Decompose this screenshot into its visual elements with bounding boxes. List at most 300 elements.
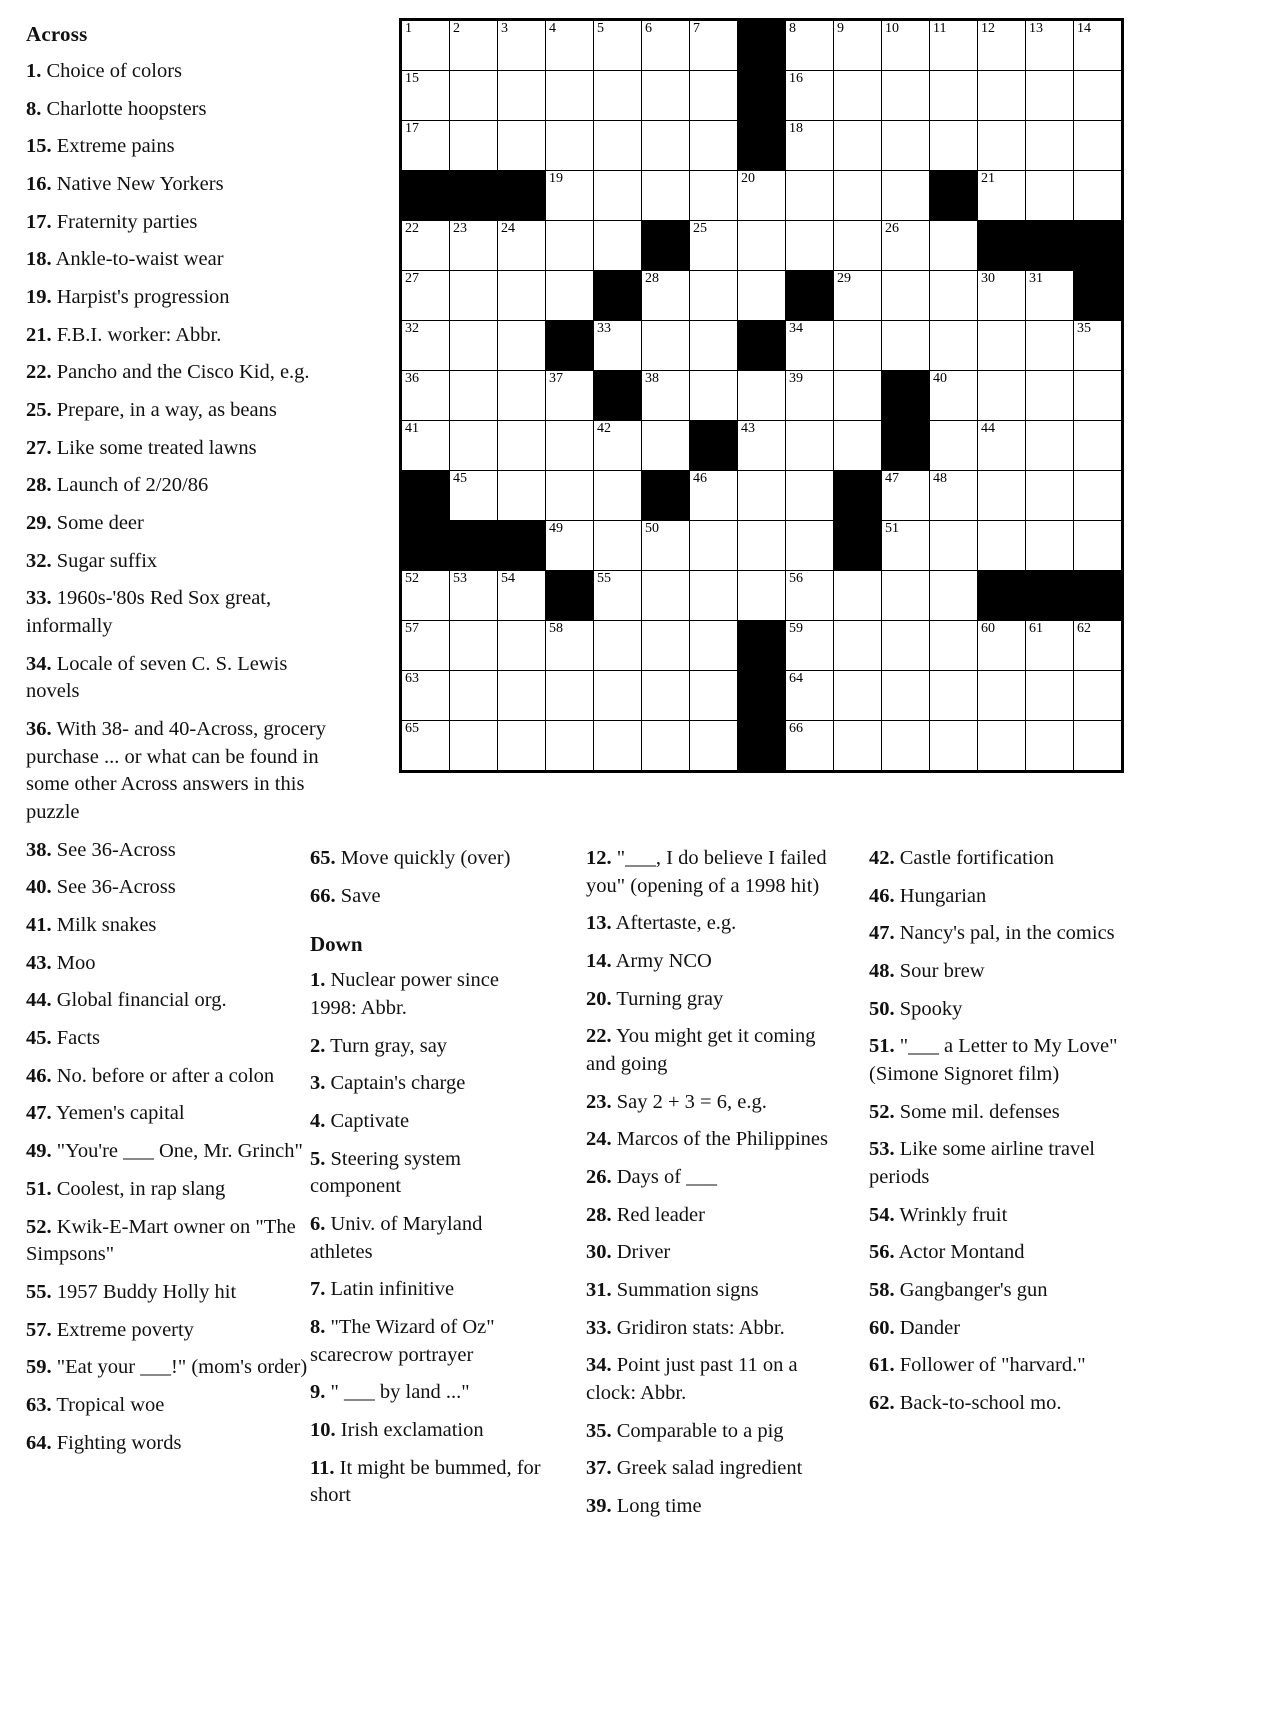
grid-cell[interactable] [642,371,690,421]
grid-cell[interactable] [498,421,546,471]
grid-cell[interactable] [450,321,498,371]
clue-item [310,967,545,1022]
grid-cell[interactable] [690,221,738,271]
grid-cell[interactable] [834,171,882,221]
grid-row [401,371,1123,421]
across-heading: Across [26,22,88,46]
grid-cell[interactable] [401,421,450,471]
grid-cell[interactable] [498,20,546,71]
clue-number: 18. [26,248,52,271]
grid-cell-number: 25 [693,221,707,236]
grid-cell-number: 11 [933,21,947,36]
grid-cell[interactable] [930,371,978,421]
grid-cell[interactable] [1026,621,1074,671]
grid-cell[interactable] [594,20,642,71]
grid-cell-number: 39 [789,371,803,386]
clue-number: 50. [869,997,895,1020]
clue-text: Moo [51,951,96,974]
grid-cell-number: 34 [789,321,803,336]
grid-cell[interactable] [978,471,1026,521]
grid-cell[interactable] [546,271,594,321]
grid-cell[interactable] [1074,471,1123,521]
clue-number: 27. [26,436,52,459]
grid-cell[interactable] [1074,421,1123,471]
clue-number: 47. [869,922,895,945]
grid-cell[interactable] [1074,671,1123,721]
grid-cell[interactable] [930,20,978,71]
grid-cell[interactable] [834,721,882,772]
grid-cell[interactable] [882,171,930,221]
grid-cell[interactable] [498,271,546,321]
grid-cell[interactable] [1074,371,1123,421]
clue-text: Harpist's progression [51,286,230,309]
grid-cell[interactable] [882,20,930,71]
grid-cell[interactable] [1074,721,1123,772]
grid-cell[interactable] [450,721,498,772]
grid-cell[interactable] [690,471,738,521]
grid-cell[interactable] [930,421,978,471]
grid-cell[interactable] [546,221,594,271]
grid-cell[interactable] [498,571,546,621]
grid-cell[interactable] [642,321,690,371]
down-clue-list-1 [310,967,545,1510]
clue-number: 30. [586,1241,612,1264]
grid-cell-block [401,471,450,521]
grid-cell[interactable] [786,20,834,71]
grid-cell[interactable] [882,621,930,671]
clue-text: Turn gray, say [325,1034,448,1057]
grid-cell-block [738,621,786,671]
grid-cell[interactable] [738,221,786,271]
grid-cell[interactable] [930,71,978,121]
grid-cell[interactable] [450,571,498,621]
clue-number: 34. [26,652,52,675]
grid-cell[interactable] [642,421,690,471]
clue-item [310,1033,545,1061]
grid-cell[interactable] [546,671,594,721]
grid-cell[interactable] [690,371,738,421]
grid-cell[interactable] [1026,171,1074,221]
clue-item [26,133,326,161]
grid-cell[interactable] [401,121,450,171]
grid-cell[interactable] [978,521,1026,571]
clue-text: Global financial org. [51,989,227,1012]
grid-cell[interactable] [834,371,882,421]
clue-number: 40. [26,876,52,899]
grid-cell[interactable] [786,71,834,121]
grid-cell[interactable] [834,621,882,671]
clue-text: Latin infinitive [325,1278,455,1301]
clue-number: 24. [586,1128,612,1151]
grid-cell-number: 18 [789,121,803,136]
grid-cell[interactable] [1074,171,1123,221]
grid-cell[interactable] [594,321,642,371]
grid-cell[interactable] [498,321,546,371]
clue-text: Prepare, in a way, as beans [51,399,277,422]
grid-row [401,20,1123,71]
grid-cell[interactable] [738,271,786,321]
grid-cell-number: 17 [405,121,419,136]
grid-cell-number: 37 [549,371,563,386]
clue-number: 48. [869,960,895,983]
grid-cell[interactable] [642,71,690,121]
grid-cell[interactable] [978,721,1026,772]
grid-cell[interactable] [642,721,690,772]
grid-cell[interactable] [930,671,978,721]
grid-cell-number: 58 [549,621,563,636]
grid-cell[interactable] [786,171,834,221]
grid-cell[interactable] [930,571,978,621]
grid-cell-block [1026,221,1074,271]
clue-text: Hungarian [894,884,987,907]
grid-cell[interactable] [450,20,498,71]
grid-cell[interactable] [594,571,642,621]
clue-number: 19. [26,286,52,309]
grid-cell[interactable] [450,421,498,471]
grid-cell[interactable] [690,321,738,371]
grid-cell[interactable] [498,671,546,721]
grid-cell[interactable] [546,171,594,221]
clue-text: Coolest, in rap slang [51,1177,226,1200]
grid-cell-number: 12 [981,21,995,36]
clue-item [586,1493,832,1521]
grid-cell[interactable] [738,521,786,571]
grid-cell[interactable] [930,721,978,772]
grid-cell[interactable] [930,121,978,171]
grid-cell[interactable] [642,20,690,71]
clue-text: Captivate [325,1110,410,1133]
grid-row [401,671,1123,721]
clue-item [869,1202,1127,1230]
grid-cell[interactable] [834,571,882,621]
grid-cell[interactable] [738,171,786,221]
grid-cell[interactable] [450,621,498,671]
grid-cell[interactable] [546,71,594,121]
clue-item [586,1352,832,1407]
grid-cell[interactable] [642,121,690,171]
grid-cell[interactable] [882,571,930,621]
clue-item [26,435,326,463]
grid-cell[interactable] [498,471,546,521]
clue-text: Comparable to a pig [611,1419,784,1442]
grid-cell[interactable] [546,421,594,471]
grid-cell[interactable] [978,421,1026,471]
grid-cell[interactable] [978,271,1026,321]
grid-cell[interactable] [546,471,594,521]
grid-cell[interactable] [738,371,786,421]
clue-text: Army NCO [611,950,712,973]
grid-cell[interactable] [498,121,546,171]
grid-cell-number: 22 [405,221,419,236]
grid-cell[interactable] [1026,71,1074,121]
grid-cell[interactable] [594,521,642,571]
clue-text: Greek salad ingredient [611,1457,803,1480]
grid-cell-number: 2 [453,21,460,36]
down-clue-column-1 [310,845,545,1520]
grid-cell[interactable] [978,371,1026,421]
clue-number: 66. [310,884,336,907]
grid-cell[interactable] [1074,71,1123,121]
clue-item [586,1126,832,1154]
grid-cell-number: 63 [405,671,419,686]
grid-cell[interactable] [690,20,738,71]
grid-cell[interactable] [401,20,450,71]
grid-cell[interactable] [450,121,498,171]
grid-cell[interactable] [882,221,930,271]
grid-cell[interactable] [834,271,882,321]
grid-cell[interactable] [594,71,642,121]
clue-item [310,1314,545,1369]
down-clue-column-3 [869,845,1127,1428]
clue-number: 11. [310,1456,335,1479]
grid-cell[interactable] [882,71,930,121]
grid-cell-number: 64 [789,671,803,686]
grid-cell[interactable] [786,121,834,171]
clue-number: 55. [26,1280,52,1303]
grid-cell[interactable] [642,521,690,571]
grid-cell[interactable] [1074,121,1123,171]
grid-cell-number: 47 [885,471,899,486]
grid-cell[interactable] [1026,321,1074,371]
grid-cell[interactable] [1026,671,1074,721]
grid-cell[interactable] [786,421,834,471]
grid-cell[interactable] [450,221,498,271]
grid-cell-block [401,521,450,571]
grid-cell[interactable] [450,271,498,321]
grid-cell[interactable] [1026,121,1074,171]
clue-number: 38. [26,838,52,861]
clue-number: 62. [869,1392,895,1415]
grid-cell[interactable] [498,221,546,271]
grid-cell[interactable] [594,221,642,271]
grid-cell[interactable] [1026,721,1074,772]
grid-cell[interactable] [546,521,594,571]
grid-cell[interactable] [401,271,450,321]
grid-cell[interactable] [594,121,642,171]
grid-cell[interactable] [690,71,738,121]
clue-number: 37. [586,1457,612,1480]
grid-cell-block [1074,271,1123,321]
crossword-grid[interactable] [399,18,1124,773]
grid-cell[interactable] [642,171,690,221]
grid-cell[interactable] [546,121,594,171]
grid-cell[interactable] [642,571,690,621]
grid-cell[interactable] [546,621,594,671]
grid-cell[interactable] [690,171,738,221]
grid-cell-block [834,521,882,571]
grid-cell[interactable] [882,721,930,772]
grid-cell[interactable] [401,671,450,721]
grid-cell[interactable] [690,621,738,671]
grid-cell[interactable] [786,671,834,721]
grid-cell[interactable] [786,521,834,571]
grid-cell[interactable] [594,421,642,471]
clue-text: Irish exclamation [335,1419,484,1442]
grid-cell[interactable] [498,371,546,421]
grid-cell-number: 31 [1029,271,1043,286]
grid-cell[interactable] [546,371,594,421]
grid-cell[interactable] [690,121,738,171]
grid-cell[interactable] [786,321,834,371]
grid-cell[interactable] [1026,421,1074,471]
grid-cell-number: 30 [981,271,995,286]
grid-cell[interactable] [1074,621,1123,671]
grid-cell[interactable] [1026,20,1074,71]
grid-cell[interactable] [786,471,834,521]
grid-cell[interactable] [546,20,594,71]
clue-text: " ___ by land ..." [325,1381,470,1404]
clue-text: It might be bummed, for short [310,1456,541,1507]
grid-cell[interactable] [498,71,546,121]
clue-number: 13. [586,912,612,935]
grid-cell[interactable] [1026,371,1074,421]
clue-text: Fraternity parties [51,210,198,233]
grid-cell[interactable] [786,621,834,671]
grid-cell-number: 15 [405,71,419,86]
clue-text: Wrinkly fruit [894,1203,1008,1226]
grid-cell[interactable] [401,571,450,621]
clue-text: Pancho and the Cisco Kid, e.g. [51,361,310,384]
clue-text: Marcos of the Philippines [611,1128,828,1151]
grid-cell[interactable] [594,471,642,521]
grid-cell[interactable] [786,221,834,271]
grid-cell[interactable] [401,621,450,671]
grid-cell[interactable] [1074,521,1123,571]
grid-cell[interactable] [690,571,738,621]
grid-cell[interactable] [978,71,1026,121]
grid-cell[interactable] [786,721,834,772]
grid-cell-block [882,421,930,471]
grid-cell[interactable] [1026,471,1074,521]
clue-text: With 38- and 40-Across, grocery purchase ... or what can be found in some other Across answers in this puzzle [26,718,326,824]
clue-item [869,1136,1127,1191]
grid-cell[interactable] [498,721,546,772]
clue-number: 49. [26,1140,52,1163]
grid-cell[interactable] [594,171,642,221]
clue-text: Some deer [51,512,144,535]
clue-number: 3. [310,1072,326,1095]
grid-cell[interactable] [930,521,978,571]
grid-cell[interactable] [690,521,738,571]
grid-cell[interactable] [978,671,1026,721]
grid-cell[interactable] [834,421,882,471]
grid-cell[interactable] [930,271,978,321]
clue-number: 25. [26,399,52,422]
grid-cell[interactable] [450,71,498,121]
grid-cell[interactable] [978,20,1026,71]
clue-text: Milk snakes [51,914,157,937]
grid-cell[interactable] [786,571,834,621]
grid-cell[interactable] [1026,271,1074,321]
clue-item [26,397,326,425]
grid-cell[interactable] [450,471,498,521]
grid-cell[interactable] [882,121,930,171]
clue-text: Sugar suffix [51,549,158,572]
grid-cell[interactable] [594,621,642,671]
grid-cell[interactable] [834,20,882,71]
grid-row [401,121,1123,171]
grid-cell[interactable] [978,121,1026,171]
grid-cell[interactable] [882,471,930,521]
grid-cell[interactable] [1026,521,1074,571]
clue-item [586,948,832,976]
grid-cell[interactable] [978,171,1026,221]
grid-cell[interactable] [642,671,690,721]
clue-number: 36. [26,718,52,741]
clue-item [26,58,326,86]
grid-cell[interactable] [690,271,738,321]
clue-item [869,1033,1127,1088]
grid-cell[interactable] [882,671,930,721]
grid-cell[interactable] [1074,20,1123,71]
grid-cell[interactable] [738,471,786,521]
grid-cell[interactable] [978,621,1026,671]
grid-cell[interactable] [930,221,978,271]
grid-cell[interactable] [401,321,450,371]
grid-cell[interactable] [978,321,1026,371]
grid-cell-number: 62 [1077,621,1091,636]
grid-cell[interactable] [450,371,498,421]
clue-item [586,986,832,1014]
grid-cell[interactable] [738,421,786,471]
clue-item [586,1418,832,1446]
clue-number: 22. [586,1025,612,1048]
grid-cell[interactable] [498,621,546,671]
grid-cell-block [450,171,498,221]
clue-text: Extreme pains [51,135,175,158]
grid-cell-number: 41 [405,421,419,436]
grid-cell[interactable] [1074,321,1123,371]
grid-cell[interactable] [834,671,882,721]
grid-cell[interactable] [834,221,882,271]
grid-cell[interactable] [882,521,930,571]
grid-cell[interactable] [642,271,690,321]
grid-cell[interactable] [786,371,834,421]
grid-cell[interactable] [882,271,930,321]
grid-cell[interactable] [594,721,642,772]
grid-cell[interactable] [401,371,450,421]
grid-cell[interactable] [738,571,786,621]
grid-cell[interactable] [930,621,978,671]
grid-cell[interactable] [690,721,738,772]
grid-cell[interactable] [401,71,450,121]
grid-cell[interactable] [401,721,450,772]
grid-cell[interactable] [450,671,498,721]
grid-cell[interactable] [594,671,642,721]
grid-cell[interactable] [834,321,882,371]
grid-cell[interactable] [642,621,690,671]
clue-number: 57. [26,1318,52,1341]
grid-cell[interactable] [690,671,738,721]
grid-cell[interactable] [546,721,594,772]
grid-cell-number: 54 [501,571,515,586]
clue-number: 28. [586,1203,612,1226]
grid-cell[interactable] [882,321,930,371]
down-clue-list-2 [586,845,832,1521]
grid-row [401,221,1123,271]
clue-text: 1957 Buddy Holly hit [51,1280,237,1303]
grid-cell-block [882,371,930,421]
clue-item [26,322,326,350]
grid-cell[interactable] [930,471,978,521]
grid-cell[interactable] [401,221,450,271]
grid-cell-number: 6 [645,21,652,36]
grid-cell-block [546,571,594,621]
grid-cell[interactable] [930,321,978,371]
clue-item [26,359,326,387]
grid-cell[interactable] [834,71,882,121]
grid-cell[interactable] [834,121,882,171]
